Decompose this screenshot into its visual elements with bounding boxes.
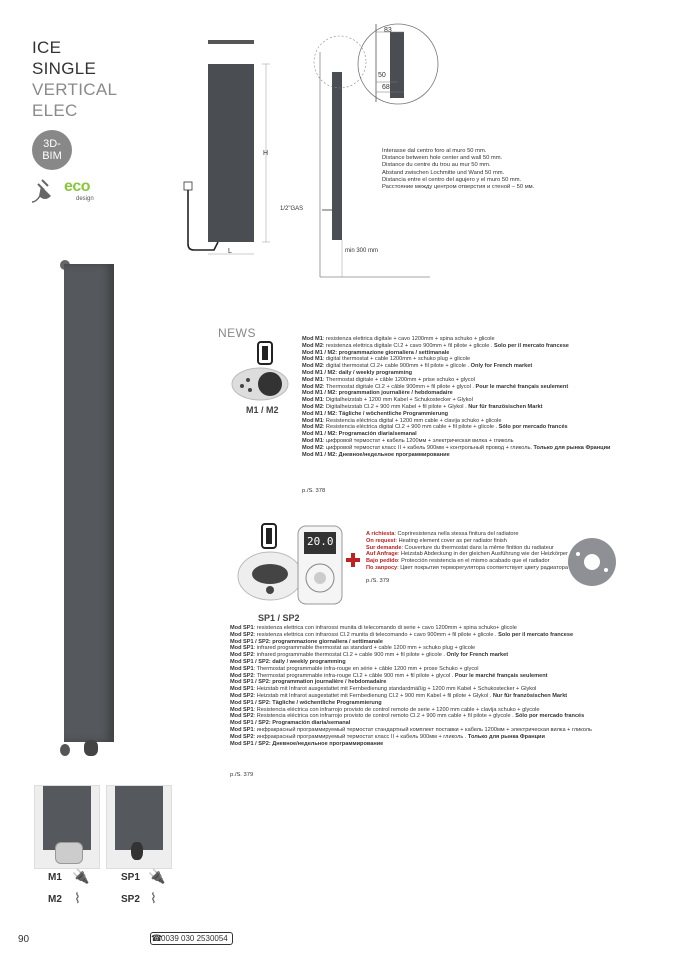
distance-notes — [382, 148, 534, 191]
news-spec-line: Mod M1 / M2: Tägliche / wöchentliche Programmierung — [302, 410, 449, 417]
news-spec-line: Mod M2: Thermostat digitale Cl.2 + câble 900mm + fil pilote + glycol . Pour le marché français seulement — [302, 383, 569, 390]
sp-spec-line: Mod SP1 / SP2: programmazione giornaliera / settimanale — [230, 638, 383, 645]
sp-spec-line: Mod SP1 / SP2: Tägliche / wöchentliche Programmierung — [230, 699, 382, 706]
news-spec-line: Mod M2: цифровой термостат класс II + кабель 900мм + контрольный провод + гликоль. Только для рынка Франции — [302, 444, 611, 451]
news-page-ref: p./S. 378 — [302, 488, 326, 494]
news-spec-line: Mod M1 / M2: programmazione giornaliera / settimanale — [302, 349, 450, 356]
news-spec-line: Mod M1 / M2: Дневное/недельное программирование — [302, 451, 450, 458]
distance-note: Abstand zwischen Lochmitte und Wand 50 mm. — [382, 169, 505, 176]
distance-note: Расстояние между центром отверстия и стеной – 50 мм. — [382, 184, 535, 191]
bim-badge-top: 3D- — [43, 138, 61, 150]
request-line: Auf Anfrage: Heizstab Abdeckung in der gleichen Ausführung wie der Heizkörper — [366, 551, 568, 558]
news-spec-line: Mod M1 / M2: Programación diaria/semanal — [302, 431, 417, 438]
sp-spec-line: Mod SP1: инфракрасный программируемый термостат стандартный комплект поставки + кабель 1200мм + электрическая вилка + гликоль — [230, 726, 592, 733]
title-line-4: ELEC — [32, 101, 78, 120]
news-spec-line: Mod M2: digital thermostat Cl.2+ cable 900mm + fil pilote + glicole . Only for French market — [302, 363, 533, 370]
dim-50: 50 — [378, 72, 386, 79]
news-spec-line: Mod M1: цифровой термостат + кабель 1200мм + электрическая вилка + гликоль — [302, 437, 514, 444]
sp-spec-line: Mod SP2: Thermostat programmable infra-rouge Cl.2 + câble 900 mm + fil pilote + glycol . Pour le marché français seulement — [230, 672, 548, 679]
sp-spec-line: Mod SP1 / SP2: Programación diaria/semanal — [230, 720, 351, 727]
request-line: A richiesta: Copriresistenza nella stessa finitura del radiatore — [366, 531, 519, 537]
gas-label: 1/2"GAS — [280, 206, 304, 212]
sp-spec-line: Mod SP2: инфракрасный программируемый термостат класс II + кабель 900мм + гликоль . Только для рынка Франции — [230, 733, 545, 740]
remote-display: 20.0 — [307, 535, 334, 548]
request-page-ref: p./S. 379 — [366, 578, 390, 584]
radiator-valve-bottom — [60, 744, 70, 756]
sp-spec-line: Mod SP1: Resistencia eléctrica con infrarrojo provisto de control remoto de serie + 1200 mm cable + clavija schuko + glycole — [230, 706, 540, 713]
news-spec-line: Mod M2: resistenza elettrica digitale Cl.2 + cavo 900mm + fil pilote + glicole . Solo per il mercato francese — [302, 342, 569, 349]
thumb-m-thermostat — [55, 842, 83, 864]
thumb-sp-photo — [106, 785, 172, 869]
distance-note: Distance du centre du trou au mur 50 mm. — [382, 162, 491, 169]
sp-spec-line: Mod SP1 / SP2: Дневное/недельное программирование — [230, 740, 384, 747]
phone-number[interactable]: 0039 030 2530054 — [150, 932, 233, 945]
sp-spec-line: Mod SP1: infrared programmable thermostat as standard + cable 1200 mm + schuko plug + glicole — [230, 645, 476, 652]
wire-icon: ⌇ — [150, 890, 157, 906]
distance-note: Distancia entre el centro del agujero y el muro 50 mm. — [382, 176, 522, 183]
news-label: NEWS — [218, 326, 256, 340]
thumb-sp-element — [131, 842, 143, 860]
dim-83: 83 — [384, 27, 392, 34]
request-line: On request: Heating element cover as per radiator finish — [366, 537, 507, 544]
thumb-sp1-label: SP1 — [121, 872, 140, 883]
sp-spec-line: Mod SP2: infrared programmable thermostat Cl.2 + cable 900 mm + fil pilote + glicole . Only for French market — [230, 652, 509, 659]
sp-spec-line: Mod SP1: Thermostat programmable infra-rouge en série + câble 1200 mm + prose Schuko + glycol — [230, 665, 479, 672]
m1-m2-label: M1 / M2 — [246, 405, 279, 415]
thumb-m2-label: M2 — [48, 894, 62, 905]
sp-page-ref: p./S. 379 — [230, 772, 254, 778]
eco-design-badge — [32, 176, 122, 206]
page-number: 90 — [18, 934, 30, 945]
news-spec-line: Mod M1: Thermostat digitale + câble 1200mm + prise schuko + glycol — [302, 376, 475, 383]
news-spec-line: Mod M2: Resistencia eléctrica digital Cl.2 + 900 mm cable + fil pilote + glicole . Sólo por mercado francés — [302, 424, 568, 431]
news-spec-line: Mod M1: Resistencia eléctrica digital + 1200 mm cable + clavija schuko + glicole — [302, 417, 502, 424]
news-spec-line: Mod M1: resistenza elettrica digitale + cavo 1200mm + spina schuko + glicole — [302, 336, 495, 342]
thumb-m-photo — [34, 785, 100, 869]
dim-68: 68 — [382, 84, 390, 91]
distance-note: Interasse dal centro foro al muro 50 mm. — [382, 148, 487, 154]
distance-note: Distance between hole center and wall 50 mm. — [382, 155, 503, 162]
request-list — [366, 531, 568, 572]
radiator-photo — [52, 260, 116, 760]
sp-spec-line: Mod SP1 / SP2: programmation journalière / hebdomadaire — [230, 679, 387, 686]
plug-icon: 🔌 — [72, 868, 90, 884]
eco-sub: design — [76, 196, 94, 202]
dim-l: L — [228, 248, 232, 255]
news-spec-line: Mod M1 / M2: programmation journalière / hebdomadaire — [302, 390, 453, 397]
bim-badge[interactable] — [32, 130, 72, 170]
phone-icon: ☎ — [151, 933, 163, 943]
sp-spec-line: Mod SP2: resistenza elettrica con infrarossi Cl.2 munita di telecomando + cavo 900mm + fil pilote + glicole . Solo per il mercato francese — [230, 631, 574, 638]
sp-spec-list — [230, 625, 592, 747]
bim-badge-bottom: BIM — [42, 150, 62, 162]
min-distance-label: min 300 mm — [345, 248, 379, 254]
sp-spec-line: Mod SP1 / SP2: daily / weekly programming — [230, 658, 346, 665]
cover-plate-image — [566, 536, 618, 588]
news-spec-line: Mod M2: Digitalheizstab Cl.2 + 900 mm Kabel + fil pilote + Glykol . Nur für französischen Markt — [302, 403, 543, 410]
plug-icon — [32, 176, 62, 204]
news-spec-line: Mod M1 / M2: daily / weekly programming — [302, 369, 413, 376]
request-line: По запросу: Цвет покрытия терморегулятора соответствует цвету радиатора — [366, 564, 568, 571]
sp-spec-line: Mod SP1: resistenza elettrica con infrarossi munita di telecomando di serie + cavo 1200mm + spina schuko+ glicole — [230, 625, 517, 631]
sp-spec-line: Mod SP2: Resistencia eléctrica con infrarrojo provisto de control remoto Cl.2 + 900 mm cable + fil pilote + glycole . Sólo por mercado francés — [230, 713, 585, 720]
sp-spec-line: Mod SP1: Heizstab mit Infrarot ausgestattet mit Fernbedienung standardmäßig + 1200 mm Kabel + Schukostecker + Glykol — [230, 686, 537, 693]
radiator-heating-element — [84, 740, 98, 756]
m1-m2-image — [218, 340, 300, 404]
request-line: Sur demande: Couverture du thermostat dans la même finition du radiateur — [366, 544, 554, 551]
request-line: Bajo pedido: Protección resistencia en el mismo acabado que el radiador — [366, 558, 550, 565]
plug-icon: 🔌 — [148, 868, 166, 884]
eco-word: eco — [64, 178, 91, 195]
radiator-panel — [64, 264, 114, 742]
dim-h: H — [263, 150, 269, 157]
wire-icon: ⌇ — [74, 890, 81, 906]
news-spec-line: Mod M1: Digitalheizstab + 1200 mm Kabel + Schukostecker + Glykol — [302, 397, 473, 404]
news-spec-list — [302, 336, 610, 458]
sp1-sp2-label: SP1 / SP2 — [258, 613, 300, 623]
title-line-3: VERTICAL — [32, 80, 118, 99]
sp-spec-line: Mod SP2: Heizstab mit Infrarot ausgestattet mit Fernbedienung Cl.2 + 900 mm Kabel + fil pilote + Glykol . Nur für französischen Markt — [230, 692, 568, 699]
title-line-1: ICE — [32, 38, 62, 57]
news-spec-line: Mod M1: digital thermostat + cable 1200mm + schuko plug + glicole — [302, 356, 471, 363]
thumb-m1-label: M1 — [48, 872, 62, 883]
title-line-2: SINGLE — [32, 59, 97, 78]
thumb-sp2-label: SP2 — [121, 894, 140, 905]
